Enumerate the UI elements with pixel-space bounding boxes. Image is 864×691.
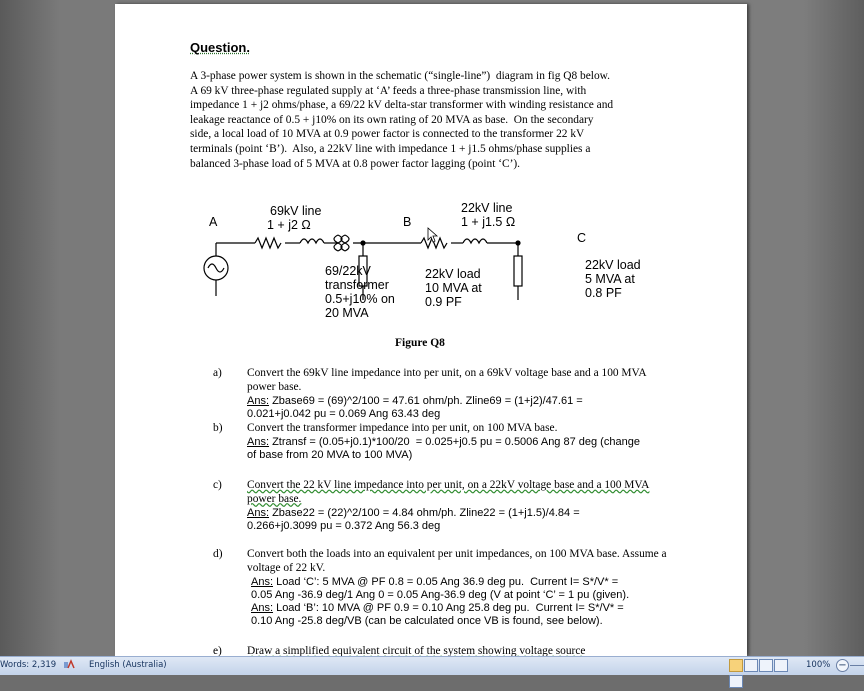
intro-line: terminals (point ‘B’). Also, a 22kV line with impedance 1 + j1.5 ohms/phase supplies a <box>190 142 591 155</box>
language-indicator[interactable]: English (Australia) <box>89 660 167 670</box>
question-label: a) <box>213 367 222 379</box>
answer-block <box>247 507 580 520</box>
answer-line: Load ‘B’: 10 MVA @ PF 0.9 = 0.10 Ang 25.8 deg pu. Current I= S*/V* = <box>273 602 624 614</box>
line1-impedance: 1 + j2 Ω <box>267 218 311 232</box>
load-b-label: 0.9 PF <box>425 295 462 309</box>
answer-line: Zbase69 = (69)^2/100 = 47.61 ohm/ph. Zline69 = (1+j2)/47.61 = <box>269 395 583 407</box>
draft-view-icon[interactable] <box>729 675 743 688</box>
resistor-icon <box>255 238 281 248</box>
web-layout-view-icon[interactable] <box>759 659 773 672</box>
answer-line: 0.021+j0.042 pu = 0.069 Ang 63.43 deg <box>247 408 441 420</box>
answer-block <box>251 602 624 615</box>
question-label: d) <box>213 548 223 560</box>
single-line-diagram <box>195 196 695 336</box>
answer-prefix: Ans: <box>251 576 274 588</box>
question-text: Convert the transformer impedance into per unit, on 100 MVA base. <box>247 422 558 434</box>
zoom-out-button[interactable]: − <box>836 659 849 672</box>
node-b-label: B <box>403 215 412 229</box>
answer-line: 0.05 Ang -36.9 deg/1 Ang 0 = 0.05 Ang-36.9 deg (V at point ‘C’ = 1 pu (given). <box>251 589 630 601</box>
load-b-label: 10 MVA at <box>425 281 482 295</box>
answer-line: 0.10 Ang -25.8 deg/VB (can be calculated once VB is found, see below). <box>251 615 603 627</box>
answer-line: Load ‘C’: 5 MVA @ PF 0.8 = 0.05 Ang 36.9 deg pu. Current I= S*/V* = <box>273 576 619 588</box>
intro-line: impedance 1 + j2 ohms/phase, a 69/22 kV delta-star transformer with winding resistance and <box>190 99 614 112</box>
zoom-level[interactable]: 100% <box>806 660 831 670</box>
answer-line: 0.266+j0.3099 pu = 0.372 Ang 56.3 deg <box>247 520 441 532</box>
answer-line: Ztransf = (0.05+j0.1)*100/20 = 0.025+j0.5 pu = 0.5006 Ang 87 deg (change <box>269 436 640 448</box>
line2-impedance: 1 + j1.5 Ω <box>461 215 516 229</box>
intro-paragraph <box>190 69 670 171</box>
document-page[interactable] <box>115 4 747 656</box>
transformer-winding-icon <box>341 235 349 251</box>
load-b-label: 22kV load <box>425 267 481 281</box>
transformer-label: 69/22kV <box>325 264 371 278</box>
load-c-label: 5 MVA at <box>585 272 635 286</box>
outline-view-icon[interactable] <box>774 659 788 672</box>
answer-prefix: Ans: <box>247 395 270 407</box>
load-c-label: 0.8 PF <box>585 286 622 300</box>
inductor-icon <box>300 239 324 243</box>
question-label: b) <box>213 422 223 434</box>
transformer-label: transformer <box>325 278 389 292</box>
inductor-icon <box>463 239 487 243</box>
transformer-label: 20 MVA <box>325 306 369 320</box>
line2-title: 22kV line <box>461 201 513 215</box>
question-label: e) <box>213 645 222 656</box>
node-c-label: C <box>577 231 587 245</box>
load-c-icon <box>514 256 522 286</box>
zoom-slider[interactable] <box>850 665 864 666</box>
answer-prefix: Ans: <box>247 507 270 519</box>
figure-caption: Figure Q8 <box>395 337 445 349</box>
question-text: Convert both the loads into an equivalent per unit impedances, on 100 MVA base. Assume a voltage of 22 kV. <box>247 548 667 574</box>
intro-line: balanced 3-phase load of 5 MVA at 0.8 power factor lagging (point ‘C’). <box>190 157 521 170</box>
question-label: c) <box>213 479 222 491</box>
answer-prefix: Ans: <box>251 602 274 614</box>
intro-line: A 3-phase power system is shown in the schematic (“single-line”) diagram in fig Q8 below. <box>190 70 610 82</box>
intro-line: leakage reactance of 0.5 + j10% on its own rating of 20 MVA as base. On the secondary <box>190 113 594 126</box>
node-a-label: A <box>209 215 218 229</box>
doc-heading: Question. <box>190 40 250 55</box>
answer-block <box>247 395 583 408</box>
answer-line: Zbase22 = (22)^2/100 = 4.84 ohm/ph. Zline22 = (1+j1.5)/4.84 = <box>269 507 580 519</box>
line1-title: 69kV line <box>270 204 322 218</box>
transformer-label: 0.5+j10% on <box>325 292 395 306</box>
sine-icon <box>208 264 224 272</box>
question-text: Convert the 22 kV line impedance into per unit, on a 22kV voltage base and a 100 MVA power base. <box>247 479 650 505</box>
proofing-icon[interactable] <box>62 658 76 674</box>
answer-line: of base from 20 MVA to 100 MVA) <box>247 449 413 461</box>
view-buttons <box>729 659 801 672</box>
word-count[interactable]: Words: 2,319 <box>0 660 57 670</box>
intro-line: A 69 kV three-phase regulated supply at ‘A’ feeds a three-phase transmission line, with <box>190 84 587 97</box>
question-text: Convert the 69kV line impedance into per unit, on a 69kV voltage base and a 100 MVA power base. <box>247 367 646 393</box>
intro-line: side, a local load of 10 MVA at 0.9 power factor is connected to the transformer 22 kV <box>190 128 585 141</box>
load-c-label: 22kV load <box>585 258 641 272</box>
answer-block <box>251 576 618 589</box>
answer-prefix: Ans: <box>247 436 270 448</box>
question-text: Draw a simplified equivalent circuit of the system showing voltage source <box>247 645 586 656</box>
full-screen-view-icon[interactable] <box>744 659 758 672</box>
mouse-cursor-icon <box>428 228 437 242</box>
status-bar <box>0 656 864 675</box>
print-layout-view-icon[interactable] <box>729 659 743 672</box>
answer-block <box>247 436 640 449</box>
